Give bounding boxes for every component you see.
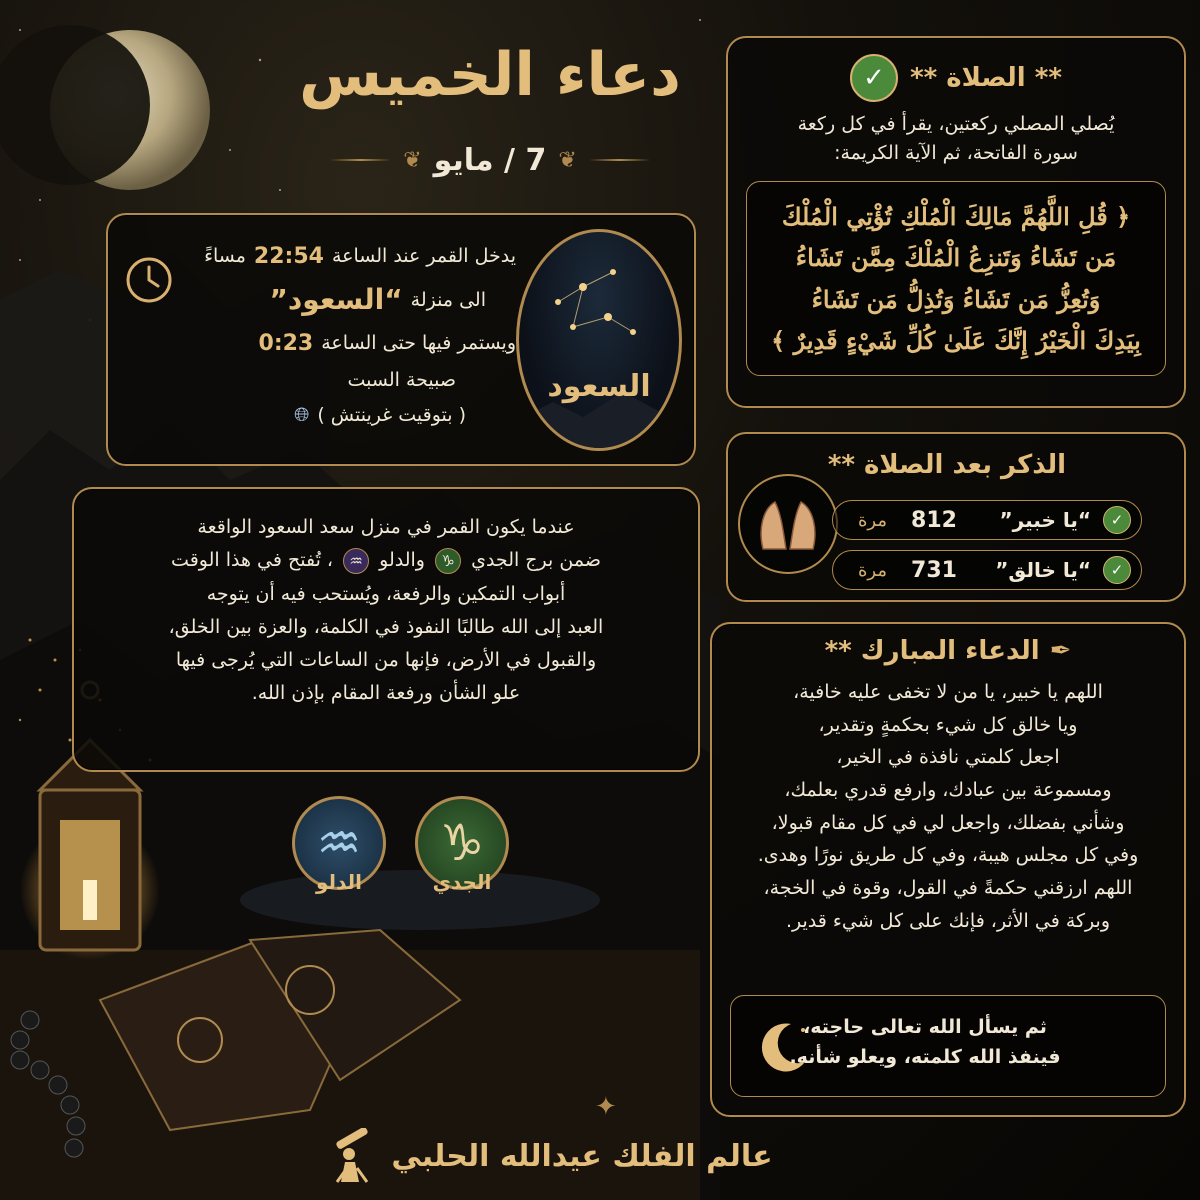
mansion-row (116, 279, 516, 321)
mansion-name-label: السعود (547, 369, 651, 404)
check-icon: ✓ (1103, 506, 1131, 534)
check-icon: ✓ (850, 54, 898, 102)
ornament-icon: ❦ (558, 147, 577, 173)
mansion-emblem (516, 229, 682, 451)
verse-line-1: ﴿ قُلِ اللَّهُمَّ مَالِكَ الْمُلْكِ تُؤْتِي الْمُلْكَ (781, 202, 1131, 231)
aquarius-icon: ♒ (292, 796, 386, 890)
praying-hands-icon (738, 474, 838, 574)
prayer-panel (726, 36, 1186, 408)
dua-line: وبركة في الأثر، فإنك على كل شيء قدير. (785, 909, 1111, 932)
star-ornament-icon: ✦ (595, 1092, 617, 1122)
aquarius-label: الدلو (316, 870, 362, 894)
desc-line-5: والقبول في الأرض، فإنها من الساعات التي يُرجى فيها (175, 649, 597, 671)
desc-line-4: العبد إلى الله طالبًا النفوذ في الكلمة، والعزة بين الخلق، (168, 615, 604, 638)
capricorn-label: الجدي (432, 870, 492, 894)
entry-prefix: يدخل القمر عند الساعة (331, 245, 516, 268)
moon-entry-panel (106, 213, 696, 466)
exit-time-row (116, 327, 516, 360)
entry-time-row (116, 240, 516, 273)
astronomer-icon (327, 1128, 377, 1184)
closing-box (730, 995, 1166, 1097)
dhikr-name: “يا خالق” (995, 558, 1091, 582)
dua-line: وشأني بفضلك، واجعل لي في كل مقام قبولا، (771, 811, 1125, 834)
dua-line: وفي كل مجلس هيبة، وفي كل طريق نورًا وهدى. (757, 844, 1139, 867)
dua-text (730, 676, 1166, 937)
dhikr-row (832, 500, 1142, 540)
dua-line: اللهم ارزقني حكمةً في القول، وقوة في الخجة، (763, 877, 1133, 900)
verse-line-4: بِيَدِكَ الْخَيْرُ إِنَّكَ عَلَىٰ كُلِّ شَيْءٍ قَدِيرٌ ﴾ (771, 325, 1141, 355)
mansion-prefix: الى منزلة (410, 288, 486, 311)
dua-header (712, 636, 1184, 666)
page-title: دعاء الخميس (299, 40, 681, 110)
date-label: 7 / مايو (433, 142, 547, 178)
dua-line: ويا خالق كل شيء بحكمةٍ وتقدير، (818, 713, 1078, 736)
exit-time: 0:23 (258, 331, 314, 356)
dhikr-unit: مرة (857, 559, 887, 581)
prayer-intro-line-1: يُصلي المصلي ركعتين، يقرأ في كل ركعة (797, 113, 1115, 135)
clock-icon (124, 255, 174, 305)
closing-line-1: ثم يسأل الله تعالى حاجته، (803, 1016, 1047, 1038)
check-icon: ✓ (1103, 556, 1131, 584)
capricorn-small-icon: ♑ (435, 548, 461, 574)
signature (320, 1126, 780, 1186)
dua-line: اللهم يا خبير، يا من لا تخفى عليه خافية، (793, 681, 1103, 703)
description-panel (72, 487, 700, 772)
globe-icon: 🌐︎ (294, 403, 310, 426)
exit-prefix: ويستمر فيها حتى الساعة (321, 332, 516, 355)
quran-verse-box (746, 181, 1166, 376)
desc-line-1: عندما يكون القمر في منزل سعد السعود الواقعة (197, 516, 575, 538)
moon-info-text (116, 240, 516, 435)
closing-line-2: فينفذ الله كلمته، ويعلو شأنه. (789, 1046, 1061, 1069)
timezone-label: ( بتوقيت غرينتش ) (317, 403, 466, 426)
prayer-intro-line-2: سورة الفاتحة، ثم الآية الكريمة: (834, 141, 1078, 164)
verse-line-3: وَتُعِزُّ مَن تَشَاءُ وَتُذِلُّ مَن تَشَاءُ (811, 284, 1101, 314)
divider-line (589, 159, 650, 161)
desc-line-2b: والدلو (379, 549, 425, 572)
signature-text: عالم الفلك عيدالله الحلبي (391, 1138, 773, 1174)
dua-line: اجعل كلمتي نافذة في الخير، (836, 746, 1060, 769)
dhikr-unit: مرة (857, 509, 887, 531)
dua-title: الدعاء المبارك ** (824, 636, 1040, 666)
prayer-title: ** الصلاة ** (910, 63, 1062, 93)
dhikr-title: الذكر بعد الصلاة ** (827, 450, 1066, 480)
capricorn-icon: ♑ (415, 796, 509, 890)
description-text (74, 489, 698, 733)
desc-line-2c: ، تُفتح في هذا الوقت (171, 549, 334, 572)
closing-text (765, 1012, 1085, 1073)
ornament-icon: ❦ (403, 147, 422, 173)
dhikr-panel (726, 432, 1186, 602)
dhikr-count: 812 (911, 507, 957, 533)
divider-line (330, 159, 391, 161)
mansion-name: “السعود” (269, 283, 403, 316)
constellation-icon (516, 232, 679, 451)
entry-time: 22:54 (253, 244, 324, 269)
aquarius-small-icon: ♒ (343, 548, 369, 574)
desc-line-2a: ضمن برج الجدي (471, 549, 601, 572)
desc-line-3: أبواب التمكين والرفعة، ويُستحب فيه أن يتوجه (206, 582, 566, 605)
prayer-header (728, 54, 1184, 102)
moon-illustration (0, 25, 210, 190)
exit-day-row (116, 366, 516, 395)
dua-panel (710, 622, 1186, 1117)
dhikr-row (832, 550, 1142, 590)
prayer-intro (748, 110, 1164, 167)
dhikr-name: “يا خبير” (999, 508, 1091, 532)
date-row (330, 140, 650, 180)
dhikr-count: 731 (911, 557, 957, 583)
timezone-row (116, 401, 516, 430)
entry-suffix: مساءً (204, 245, 246, 268)
desc-line-6: علو الشأن ورفعة المقام بإذن الله. (251, 682, 521, 705)
dua-line: ومسموعة بين عبادك، وارفع قدري بعلمك، (784, 779, 1112, 802)
quill-icon: ✒ (1049, 636, 1072, 666)
exit-day: صبيحة السبت (347, 369, 456, 391)
verse-line-2: مَن تَشَاءُ وَتَنزِعُ الْمُلْكَ مِمَّن تَشَاءُ (795, 243, 1117, 273)
